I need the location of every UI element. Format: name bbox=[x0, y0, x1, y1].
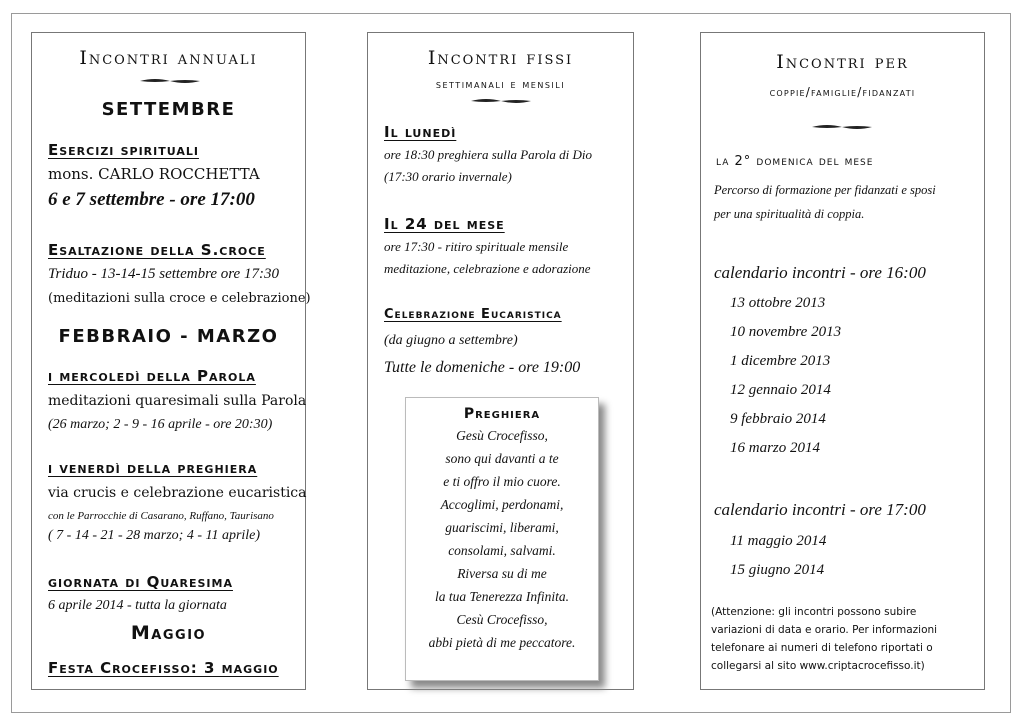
col1-sec2-heading: Esaltazione della S.croce bbox=[48, 241, 266, 259]
prayer-line: Riversa su di me bbox=[457, 566, 547, 581]
col2-sec1-line1: ore 18:30 preghiera sulla Parola di Dio bbox=[384, 147, 592, 162]
col3-note-line1: (Attenzione: gli incontri possono subire bbox=[711, 606, 917, 618]
col3-cal2-date: 15 giugno 2014 bbox=[730, 562, 825, 578]
col2-sec3-heading: Celebrazione Eucaristica bbox=[384, 307, 562, 322]
col2-sec2-line2: meditazione, celebrazione e adorazione bbox=[384, 261, 591, 276]
col3-subtitle: coppie/famiglie/fidanzati bbox=[769, 85, 916, 99]
col1-sec3-line2: (26 marzo; 2 - 9 - 16 aprile - ore 20:30) bbox=[48, 417, 273, 432]
col2-sec2-line1: ore 17:30 - ritiro spirituale mensile bbox=[384, 239, 569, 254]
prayer-line: Cesù Crocefisso, bbox=[456, 612, 548, 627]
col3-note-line3: telefonare ai numeri di telefono riportati o bbox=[711, 642, 933, 654]
col1-sec6-heading: Festa Crocefisso: 3 maggio bbox=[48, 659, 279, 677]
col3-cal1-date: 1 dicembre 2013 bbox=[730, 353, 831, 369]
col1-sec2-line1: Triduo - 13-14-15 settembre ore 17:30 bbox=[48, 266, 279, 282]
col1-sec2-line2: (meditazioni sulla croce e celebrazione) bbox=[48, 291, 311, 306]
col1-month-settembre: SETTEMBRE bbox=[101, 99, 236, 120]
prayer-box bbox=[405, 397, 599, 681]
col3-heading: la 2° domenica del mese bbox=[716, 154, 874, 169]
prayer-line: abbi pietà di me peccatore. bbox=[428, 635, 576, 650]
prayer-line: sono qui davanti a te bbox=[445, 451, 559, 466]
col1-sec1-line2: 6 e 7 settembre - ore 17:00 bbox=[48, 189, 255, 210]
col2-sec1-heading: Il lunedì bbox=[384, 123, 457, 141]
col1-sec4-line2: con le Parrocchie di Casarano, Ruffano, Taurisano bbox=[48, 510, 274, 522]
col3-cal1-date: 13 ottobre 2013 bbox=[730, 295, 826, 311]
col3-cal1-date: 16 marzo 2014 bbox=[730, 440, 821, 456]
col1-sec4-line3: ( 7 - 14 - 21 - 28 marzo; 4 - 11 aprile) bbox=[48, 528, 261, 543]
prayer-line: la tua Tenerezza Infinita. bbox=[434, 589, 569, 604]
col1-sec4-heading: i venerdì della preghiera bbox=[48, 459, 258, 477]
flourish-divider-icon bbox=[139, 77, 201, 85]
col2-sec3-line1: (da giugno a settembre) bbox=[384, 333, 518, 348]
col3-cal1-date: 9 febbraio 2014 bbox=[730, 411, 826, 427]
flourish-divider-icon bbox=[470, 97, 532, 105]
prayer-line: Accoglimi, perdonami, bbox=[440, 497, 564, 512]
prayer-line: guariscimi, liberami, bbox=[445, 520, 559, 535]
panel-incontri-annuali bbox=[31, 32, 311, 690]
col2-subtitle: settimanali e mensili bbox=[435, 77, 566, 91]
col3-note-line2: variazioni di data e orario. Per informazioni bbox=[711, 624, 938, 636]
flourish-divider-icon bbox=[811, 123, 873, 131]
col2-sec2-heading: Il 24 del mese bbox=[384, 215, 505, 233]
col3-note-line4: collegarsi al sito www.criptacrocefisso.it) bbox=[711, 660, 925, 672]
prayer-line: e ti offro il mio cuore. bbox=[443, 474, 561, 489]
prayer-line: consolami, salvami. bbox=[448, 543, 556, 558]
prayer-title: Preghiera bbox=[463, 406, 541, 422]
col3-desc-line2: per una spiritualità di coppia. bbox=[714, 207, 865, 221]
col2-sec3-line2: Tutte le domeniche - ore 19:00 bbox=[384, 359, 581, 376]
col1-month-febbraio-marzo: FEBBRAIO - MARZO bbox=[58, 326, 279, 347]
col3-title: Incontri per bbox=[776, 51, 909, 73]
col1-sec3-heading: i mercoledì della Parola bbox=[48, 367, 256, 385]
col1-title: Incontri annuali bbox=[79, 47, 258, 69]
col3-cal2-heading: calendario incontri - ore 17:00 bbox=[714, 500, 926, 519]
col3-cal1-heading: calendario incontri - ore 16:00 bbox=[714, 263, 926, 282]
col1-sec5-heading: giornata di Quaresima bbox=[48, 573, 233, 591]
col1-sec3-line1: meditazioni quaresimali sulla Parola bbox=[48, 393, 307, 409]
col1-sec5-line1: 6 aprile 2014 - tutta la giornata bbox=[48, 598, 227, 613]
col3-cal1-date: 12 gennaio 2014 bbox=[730, 382, 831, 398]
col2-sec1-line2: (17:30 orario invernale) bbox=[384, 169, 512, 184]
panel-incontri-coppie bbox=[700, 32, 985, 690]
col3-desc-line1: Percorso di formazione per fidanzati e sposi bbox=[714, 183, 936, 197]
col1-sec1-line1: mons. CARLO ROCCHETTA bbox=[48, 165, 260, 183]
prayer-line: Gesù Crocefisso, bbox=[456, 428, 548, 443]
col3-cal1-date: 10 novembre 2013 bbox=[730, 324, 842, 340]
col3-cal2-date: 11 maggio 2014 bbox=[730, 533, 827, 549]
col1-month-maggio: Maggio bbox=[130, 622, 207, 644]
col1-sec4-line1: via crucis e celebrazione eucaristica bbox=[48, 485, 307, 501]
col1-sec1-heading: Esercizi spirituali bbox=[48, 141, 199, 159]
col2-title: Incontri fissi bbox=[427, 47, 574, 69]
